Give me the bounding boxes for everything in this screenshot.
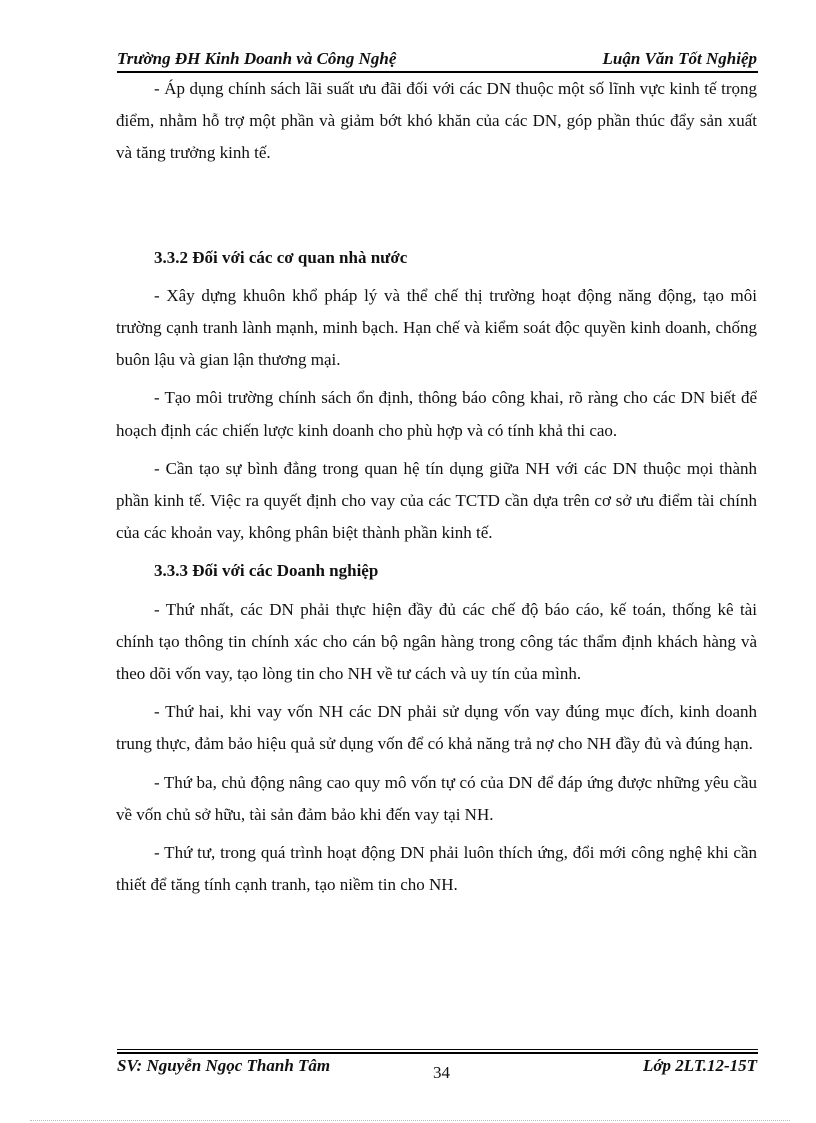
paragraph-3-3-3-1: - Thứ nhất, các DN phải thực hiện đầy đủ các chế độ báo cáo, kế toán, thống kê tài chính tạo thông tin chính xác cho cán bộ ngân hàng trong công tác thẩm định khách hàng và theo dõi vốn vay, tạo lòng tin cho NH về tư cách và uy tín của mình. [116,599,757,684]
footer-rule-top [117,1049,758,1050]
page-edge-dotted-line [30,1120,790,1121]
paragraph-3-3-3-2: - Thứ hai, khi vay vốn NH các DN phải sử dụng vốn vay đúng mục đích, kinh doanh trung thực, đảm bảo hiệu quả sử dụng vốn để có khả năng trả nợ cho NH đầy đủ và đúng hạn. [116,702,757,754]
header-school: Trường ĐH Kinh Doanh và Công Nghệ [117,49,397,68]
page-number: 34 [433,1063,450,1082]
paragraph-intro: - Áp dụng chính sách lãi suất ưu đãi đối với các DN thuộc một số lĩnh vực kinh tế trọng điểm, nhằm hỗ trợ một phần và giảm bớt khó khăn của các DN, góp phần thúc đẩy sản xuất và tăng trưởng kinh tế. [116,79,757,163]
paragraph-3-3-2-2: - Tạo môi trường chính sách ổn định, thông báo công khai, rõ ràng cho các DN biết để hoạch định các chiến lược kinh doanh cho phù hợp và có tính khả thi cao. [116,388,757,440]
page-header [117,49,757,73]
page-body [116,73,757,907]
paragraph-3-3-3-4: - Thứ tư, trong quá trình hoạt động DN phải luôn thích ứng, đổi mới công nghệ khi cần thiết để tăng tính cạnh tranh, tạo niềm tin cho NH. [116,843,757,895]
section-gap [116,176,757,242]
section-heading-3-3-2: 3.3.2 Đối với các cơ quan nhà nước [154,247,408,267]
footer-student: SV: Nguyễn Ngọc Thanh Tâm [117,1056,331,1075]
footer-class: Lớp 2LT.12-15T [643,1056,757,1075]
section-heading-3-3-3: 3.3.3 Đối với các Doanh nghiệp [154,561,379,581]
page-footer [117,1056,757,1086]
footer-rule-bottom [117,1052,758,1054]
paragraph-3-3-3-3: - Thứ ba, chủ động nâng cao quy mô vốn tự có của DN để đáp ứng được những yêu cầu về vốn chủ sở hữu, tài sản đảm bảo khi đến vay tại NH. [116,772,757,824]
header-doc-type: Luận Văn Tốt Nghiệp [602,49,757,68]
paragraph-3-3-2-3: - Cần tạo sự bình đẳng trong quan hệ tín dụng giữa NH với các DN thuộc mọi thành phần kinh tế. Việc ra quyết định cho vay của các TCTD cần dựa trên cơ sở ưu điểm tài chính của các khoản vay, không phân biệt thành phần kinh tế. [116,458,757,543]
paragraph-3-3-2-1: - Xây dựng khuôn khổ pháp lý và thể chế thị trường hoạt động năng động, tạo môi trường cạnh tranh lành mạnh, minh bạch. Hạn chế và kiểm soát độc quyền kinh doanh, chống buôn lậu và gian lận thương mại. [116,285,757,370]
